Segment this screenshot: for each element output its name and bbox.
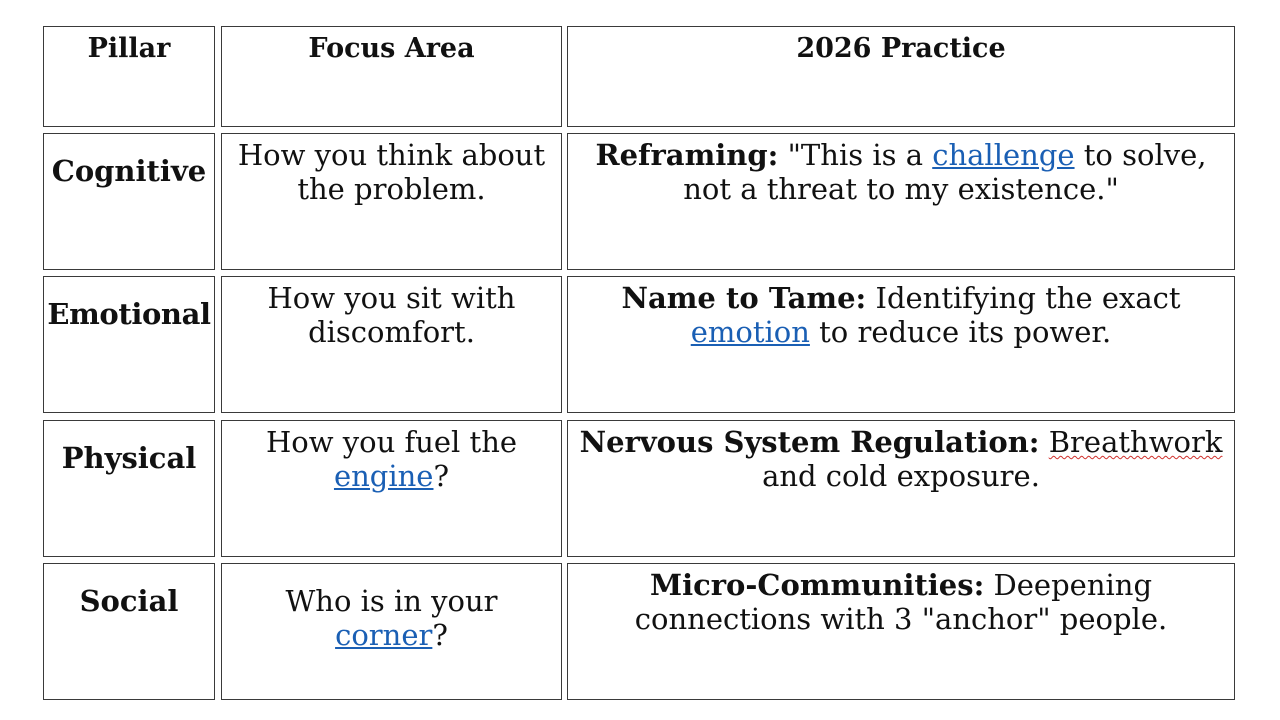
practice-cell-cognitive — [567, 133, 1235, 270]
link-engine[interactable]: engine — [333, 459, 434, 493]
practice-title: Reframing: — [595, 138, 779, 172]
link-emotion[interactable]: emotion — [690, 315, 810, 349]
pillar-cell-social — [43, 563, 215, 700]
pillar-label: Physical — [61, 441, 197, 475]
practice-text: Identifying the exact — [866, 281, 1181, 315]
header-focus-area — [221, 26, 562, 127]
practice-text: to reduce its power. — [809, 315, 1112, 349]
practice-title: Micro-Communities: — [649, 568, 985, 602]
focus-cell-social — [221, 563, 562, 700]
focus-text: Who is in your — [285, 584, 498, 618]
pillar-label: Cognitive — [51, 154, 207, 188]
header-practice — [567, 26, 1235, 127]
focus-text: How you fuel the — [265, 425, 518, 459]
pillar-label: Emotional — [47, 297, 211, 331]
focus-text: ? — [433, 459, 450, 493]
pillar-label: Social — [79, 584, 179, 618]
focus-text: ? — [432, 618, 448, 652]
header-pillar-label: Pillar — [87, 33, 171, 64]
practice-cell-social — [567, 563, 1235, 700]
practice-text: Deepening connections with 3 "anchor" people. — [634, 568, 1168, 636]
focus-cell-cognitive — [221, 133, 562, 270]
practice-title: Nervous System Regulation: — [579, 425, 1040, 459]
spellcheck-flagged-word[interactable]: Breathwork — [1048, 425, 1223, 459]
practice-text: to solve, not a threat to my existence." — [683, 138, 1207, 206]
focus-text: How you sit with discomfort. — [267, 281, 516, 349]
practice-title: Name to Tame: — [621, 281, 867, 315]
pillar-cell-cognitive — [43, 133, 215, 270]
link-corner[interactable]: corner — [335, 618, 433, 652]
practice-cell-emotional — [567, 276, 1235, 413]
focus-cell-physical — [221, 420, 562, 557]
practice-text — [1040, 425, 1049, 459]
focus-cell-emotional — [221, 276, 562, 413]
focus-wrap — [228, 584, 555, 652]
pillar-cell-physical — [43, 420, 215, 557]
practice-cell-physical — [567, 420, 1235, 557]
focus-text: How you think about the problem. — [237, 138, 546, 206]
header-focus-label: Focus Area — [308, 33, 475, 64]
practice-text: and cold exposure. — [762, 459, 1040, 493]
link-challenge[interactable]: challenge — [932, 138, 1075, 172]
header-practice-label: 2026 Practice — [796, 33, 1006, 64]
pillar-cell-emotional — [43, 276, 215, 413]
header-pillar — [43, 26, 215, 127]
practice-text: "This is a — [778, 138, 933, 172]
